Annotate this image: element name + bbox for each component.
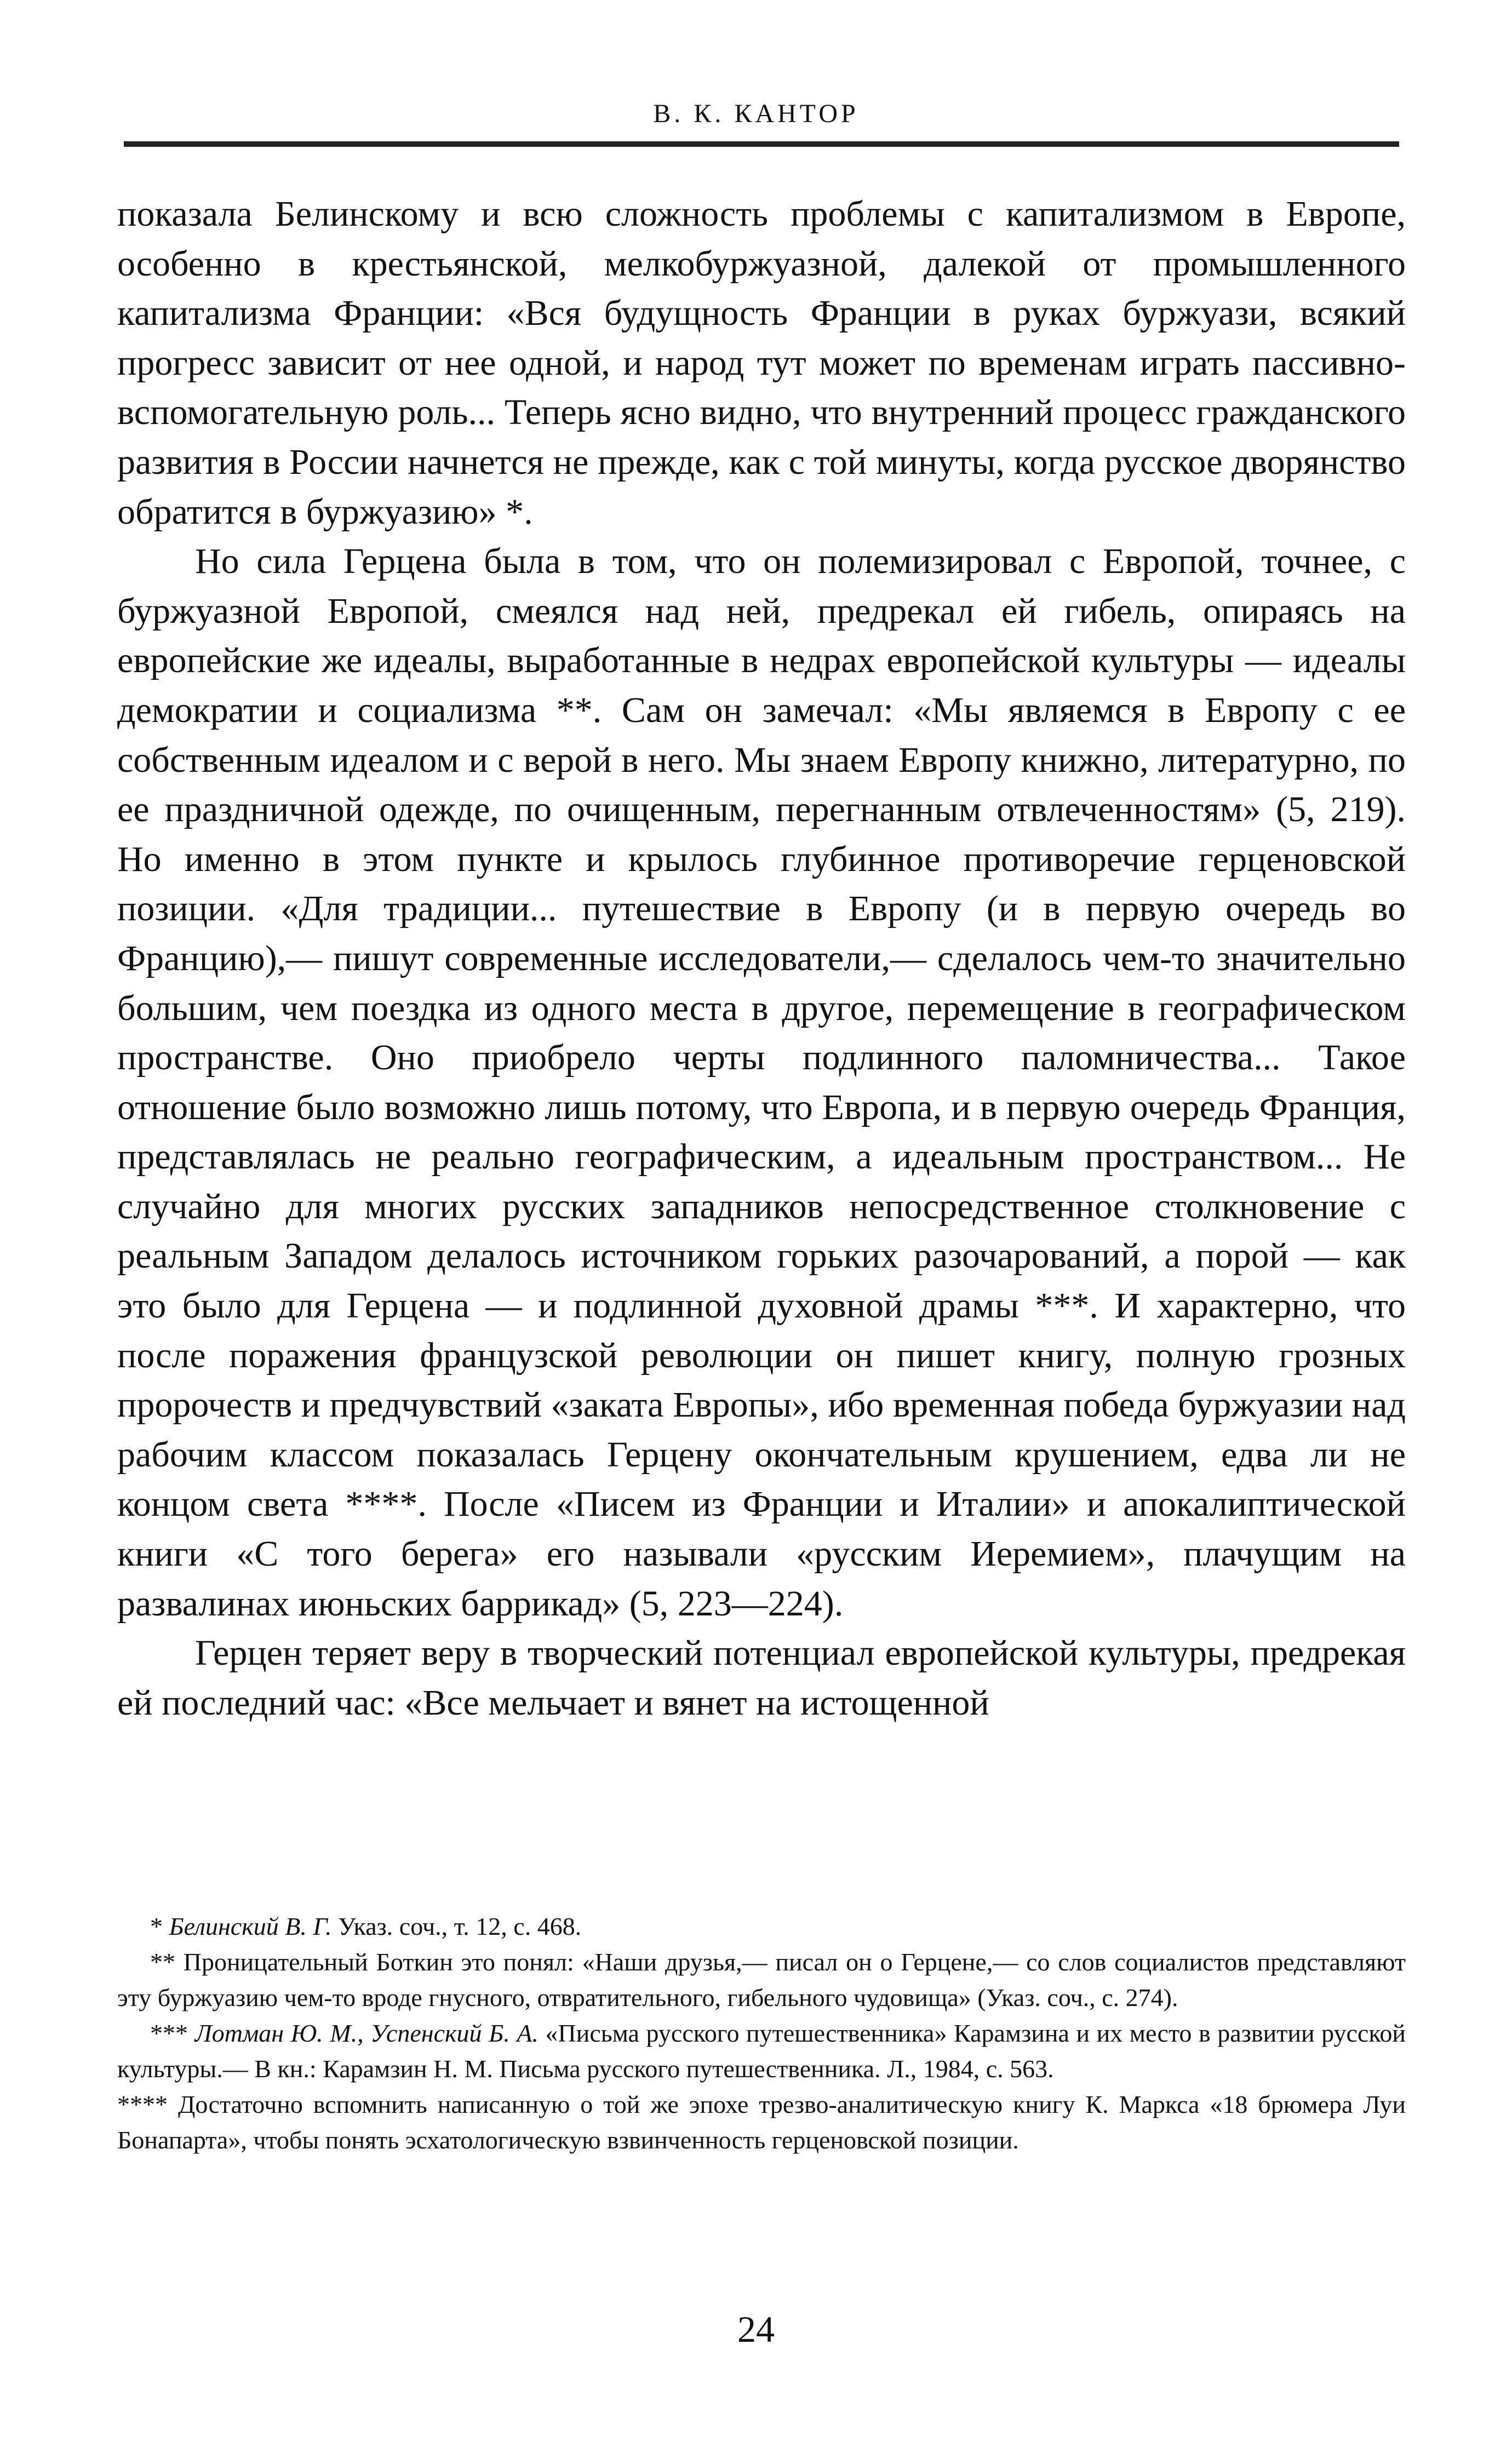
footnote-2 <box>117 1944 1406 2015</box>
body-paragraph-3: Герцен теряет веру в творческий потенциал европейской культуры, предрекая ей последний час: «Все мельчает и вянет на истощенной <box>117 1633 1406 1723</box>
running-head: В. К. КАНТОР <box>653 99 859 128</box>
footnote-1 <box>117 1908 1406 1944</box>
page-number: 24 <box>737 2308 775 2350</box>
body-paragraph-1: показала Белинскому и всю сложность проблемы с капитализмом в Европе, особенно в крестьянской, мелкобуржуазной, далекой от промышленного капитализма Франции: «Вся будущность Франции в руках буржуази, всякий прогресс зависит от нее одной, и народ тут может по временам играть пассивно-вспомогательную роль... Теперь ясно видно, что внутренний процесс гражданского развития в России начнется не прежде, как с той минуты, когда русское дворянство обратится в буржуазию» *. <box>117 194 1406 532</box>
footnote-3-mark: *** <box>150 2019 195 2047</box>
footnote-1-text: Указ. соч., т. 12, с. 468. <box>331 1912 582 1940</box>
footnote-4 <box>117 2087 1406 2158</box>
footnotes <box>117 1908 1406 2158</box>
footnote-3-text: «Письма русского путешественника» Карамзина и их место в развитии русской культуры.— В кн.: Карамзин Н. М. Письма русского путешественника. Л., 1984, с. 563. <box>117 2019 1406 2083</box>
footnote-2-mark: ** <box>150 1948 184 1976</box>
body-paragraph-2: Но сила Герцена была в том, что он полемизировал с Европой, точнее, с буржуазной Европой, смеялся над ней, предрекал ей гибель, опираясь на европейские же идеалы, выработанные в недрах европейской культуры — идеалы демократии и социализма **. Сам он замечал: «Мы являемся в Европу с ее собственным идеалом и с верой в него. Мы знаем Европу книжно, литературно, по ее праздничной одежде, по очищенным, перегнанным отвлеченностям» (5, 219). Но именно в этом пункте и крылось глубинное противоречие герценовской позиции. «Для традиции... путешествие в Европу (и в первую очередь во Францию),— пишут современные исследователи,— сделалось чем-то значительно большим, чем поездка из одного места в другое, перемещение в географическом пространстве. Оно приобрело черты подлинного паломничества... Такое отношение было возможно лишь потому, что Европа, и в первую очередь Франция, представлялась не реально географическим, а идеальным пространством... Не случайно для многих русских западников непосредственное столкновение с реальным Западом делалось источником горьких разочарований, а порой — как это было для Герцена — и подлинной духовной драмы ***. И характерно, что после поражения французской революции он пишет книгу, полную грозных пророчеств и предчувствий «заката Европы», ибо временная победа буржуазии над рабочим классом показалась Герцену окончательным крушением, едва ли не концом света ****. После «Писем из Франции и Италии» и апокалиптической книги «С того берега» его называли «русским Иеремием», плачущим на развалинах июньских баррикад» (5, 223—224). <box>117 541 1406 1624</box>
footnote-3 <box>117 2015 1406 2087</box>
footnote-2-text: Проницательный Боткин это понял: «Наши друзья,— писал он о Герцене,— со слов социалистов представляют эту буржуазию чем-то вроде гнусного, отвратительного, гибельного чудовища» (Указ. соч., с. 274). <box>117 1948 1406 2011</box>
footnote-1-author: Белинский В. Г. <box>169 1912 332 1940</box>
footnote-1-mark: * <box>150 1912 169 1940</box>
main-text <box>117 190 1406 1728</box>
footnote-4-text: Достаточно вспомнить написанную о той же эпохе трезво-аналитическую книгу К. Маркса «18 брюмера Луи Бонапарта», чтобы понять эсхатологическую взвинченность герценовской позиции. <box>117 2090 1406 2154</box>
header-rule <box>124 141 1399 147</box>
footnote-3-authors: Лотман Ю. М., Успенский Б. А. <box>194 2019 539 2047</box>
footnote-4-mark: **** <box>117 2090 178 2118</box>
